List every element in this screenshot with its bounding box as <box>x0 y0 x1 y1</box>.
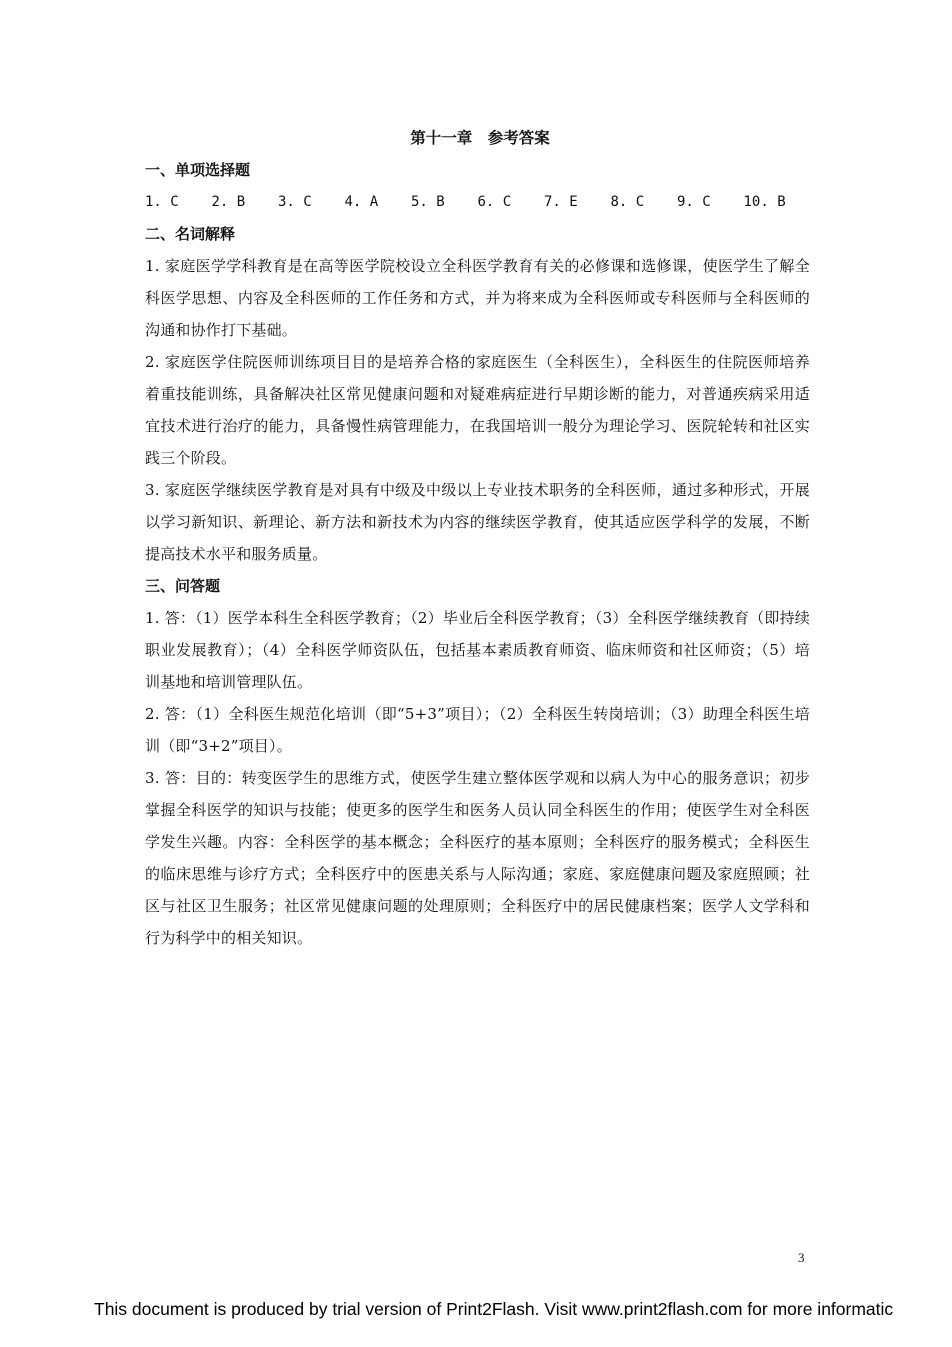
choice-answer: 5. B <box>411 194 445 210</box>
qa-paragraph: 3. 答：目的：转变医学生的思维方式，使医学生建立整体医学观和以病人为中心的服务意识；初步掌握全科医学的知识与技能；使更多的医学生和医务人员认同全科医生的作用；使医学生对全科医学发生兴趣。内容：全科医学的基本概念；全科医疗的基本原则；全科医疗的服务模式；全科医生的临床思维与诊疗方式；全科医疗中的医患关系与人际沟通；家庭、家庭健康问题及家庭照顾；社区与社区卫生服务；社区常见健康问题的处理原则；全科医疗中的居民健康档案；医学人文学科和行为科学中的相关知识。 <box>145 769 810 947</box>
qa-paragraph: 1. 答：（1）医学本科生全科医学教育；（2）毕业后全科医学教育；（3）全科医学继续教育（即持续职业发展教育）；（4）全科医学师资队伍，包括基本素质教育师资、临床师资和社区师资；（5）培训基地和培训管理队伍。 <box>145 609 810 691</box>
choice-answer: 9. C <box>677 194 711 210</box>
term-paragraph: 1. 家庭医学学科教育是在高等医学院校设立全科医学教育有关的必修课和选修课，使医学生了解全科医学思想、内容及全科医师的工作任务和方式，并为将来成为全科医师或专科医师与全科医师的沟通和协作打下基础。 <box>145 257 810 339</box>
choice-answer: 1. C <box>145 194 179 210</box>
choice-answers <box>145 186 810 218</box>
term-paragraph: 3. 家庭医学继续医学教育是对具有中级及中级以上专业技术职务的全科医师，通过多种形式，开展以学习新知识、新理论、新方法和新技术为内容的继续医学教育，使其适应医学科学的发展，不断提高技术水平和服务质量。 <box>145 481 810 563</box>
section-heading-terms: 二、名词解释 <box>145 225 236 243</box>
qa-paragraph: 2. 答：（1）全科医生规范化培训（即“5+3”项目）；（2）全科医生转岗培训；（3）助理全科医生培训（即“3+2”项目）。 <box>145 705 810 755</box>
choice-answer: 10. B <box>743 194 786 210</box>
choice-answer: 7. E <box>544 194 578 210</box>
document-page <box>145 122 810 954</box>
choice-answer: 2. B <box>211 194 246 210</box>
chapter-title: 第十一章 参考答案 <box>410 128 550 147</box>
choice-answer: 4. A <box>344 194 379 210</box>
term-paragraph: 2. 家庭医学住院医师训练项目目的是培养合格的家庭医生（全科医生），全科医生的住院医师培养着重技能训练，具备解决社区常见健康问题和对疑难病症进行早期诊断的能力，对普通疾病采用适宜技术进行治疗的能力，具备慢性病管理能力，在我国培训一般分为理论学习、医院轮转和社区实践三个阶段。 <box>145 353 810 467</box>
page-number: 3 <box>798 1250 805 1265</box>
section-heading-qa: 三、问答题 <box>145 577 221 595</box>
trial-watermark-footer: This document is produced by trial version of Print2Flash. Visit www.print2flash.com for more informatic <box>94 1299 894 1319</box>
choice-answer: 6. C <box>477 194 512 210</box>
choice-answer: 8. C <box>610 194 645 210</box>
choice-answer: 3. C <box>278 194 312 210</box>
section-heading-choice: 一、单项选择题 <box>145 161 251 179</box>
